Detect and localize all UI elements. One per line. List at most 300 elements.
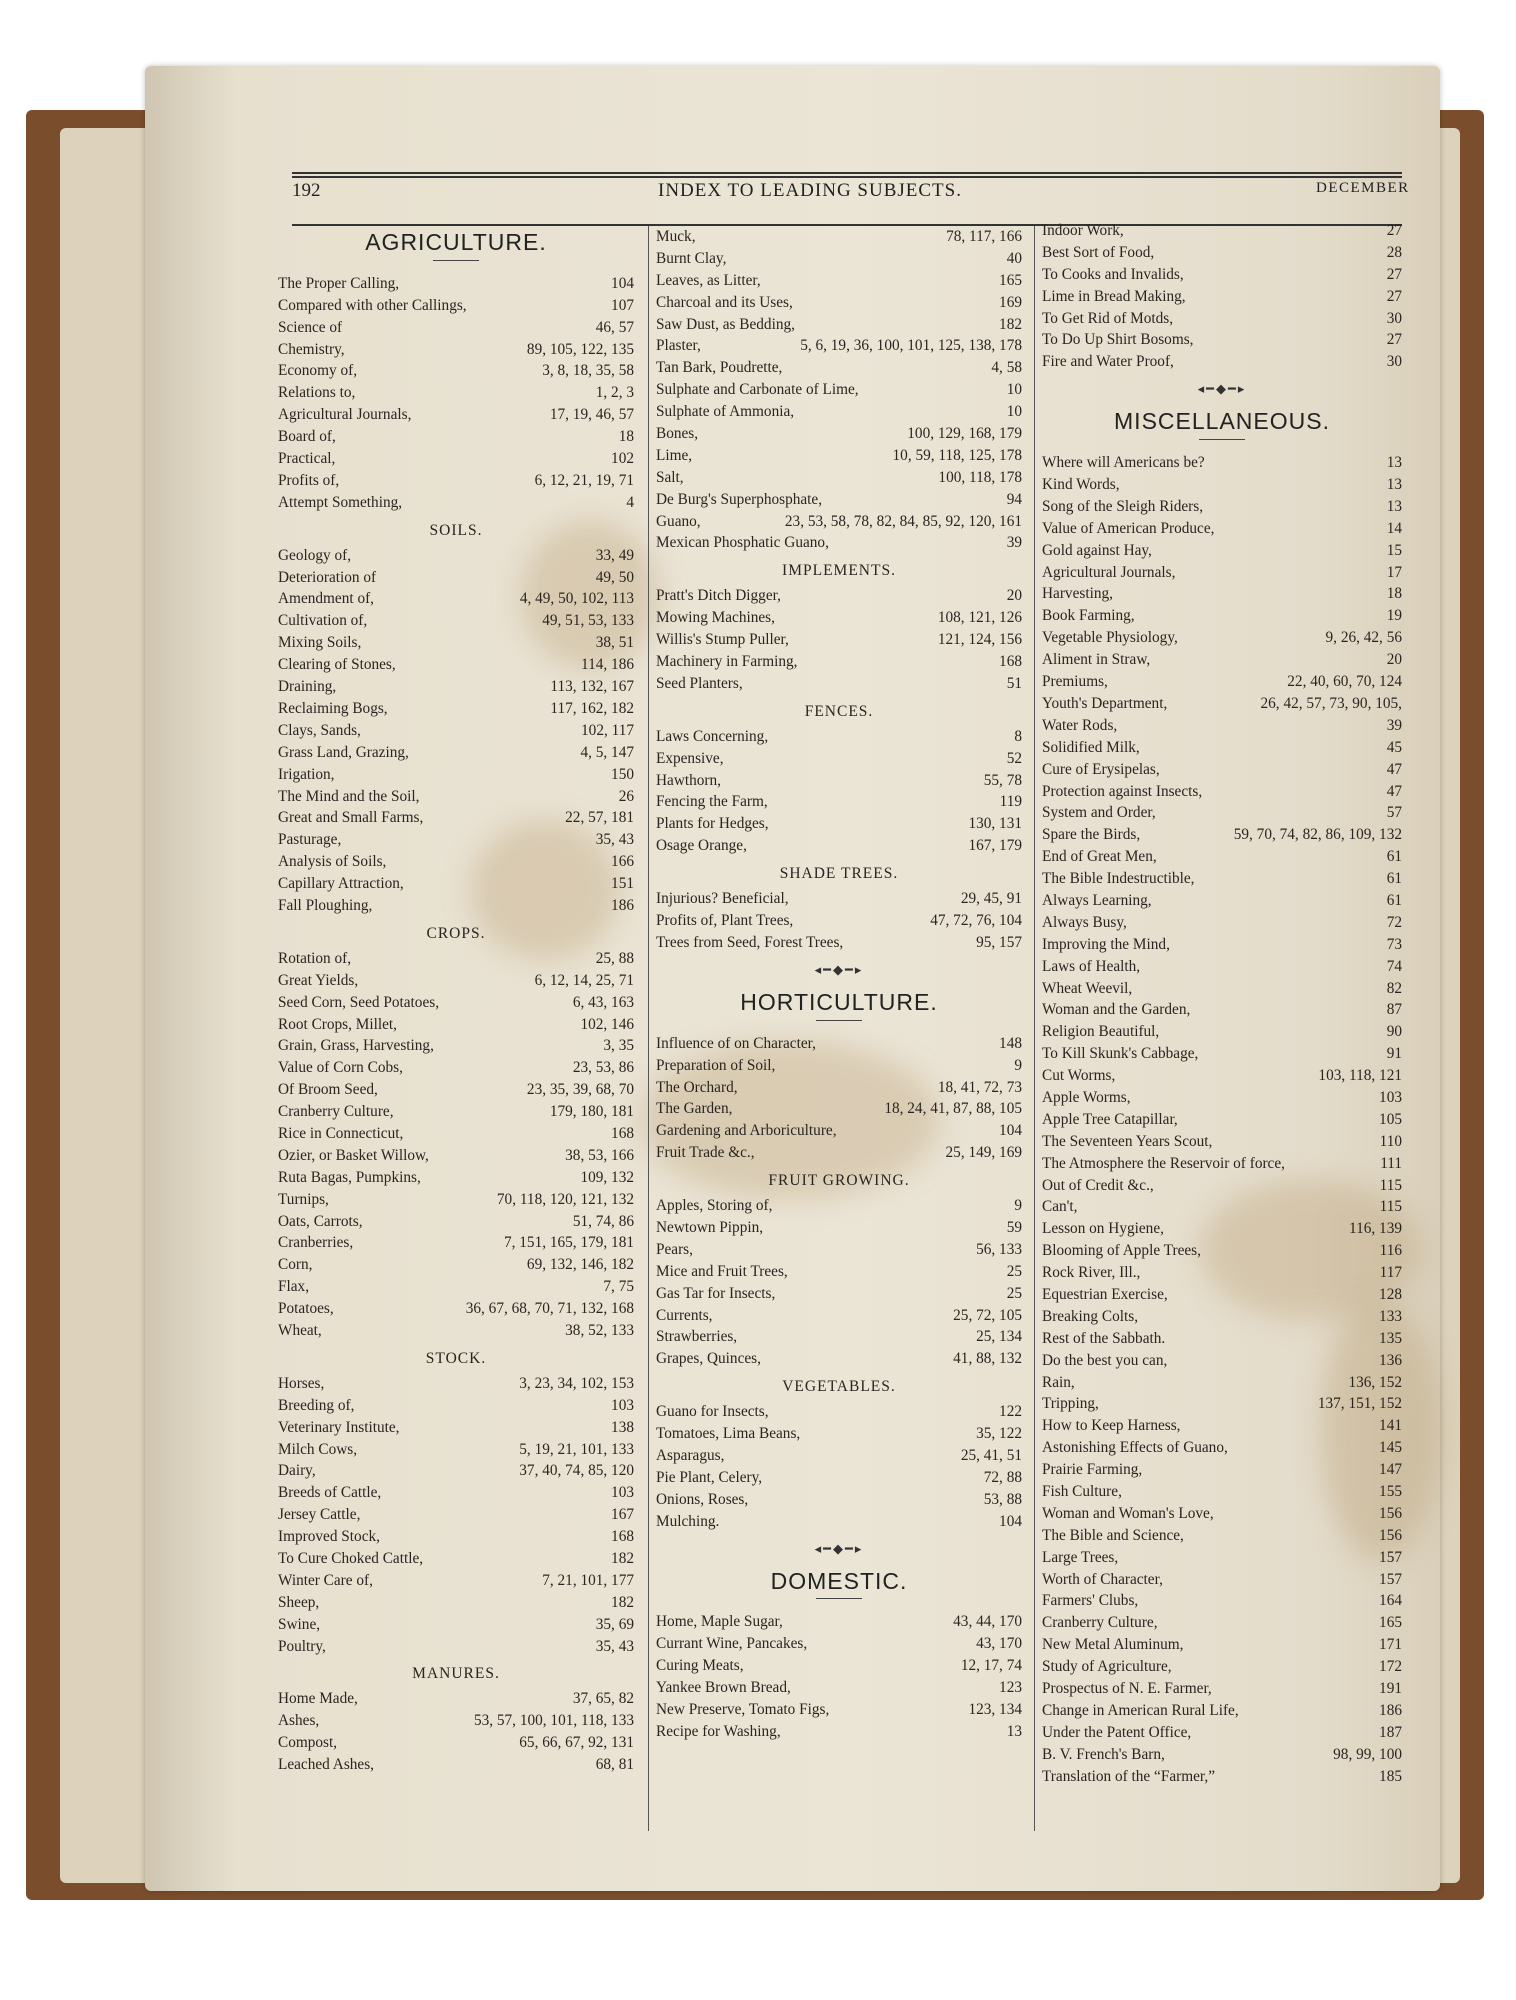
index-entry (1042, 846, 1402, 868)
entry-pages: 103 (611, 1396, 634, 1414)
entry-pages: 138 (611, 1418, 634, 1436)
entry-subject: Prospectus of N. E. Farmer, (1042, 1680, 1212, 1698)
entry-pages: 57 (1386, 804, 1402, 822)
entry-pages: 40 (1006, 249, 1022, 267)
entry-subject: Blooming of Apple Trees, (1042, 1242, 1201, 1260)
entry-pages: 12, 17, 74 (960, 1657, 1022, 1675)
entry-subject: Charcoal and its Uses, (656, 293, 793, 311)
entry-pages: 46, 57 (595, 318, 634, 336)
entry-subject: The Mind and the Soil, (278, 787, 420, 805)
entry-subject: The Atmosphere the Reservoir of force, (1042, 1154, 1285, 1172)
entry-pages: 121, 124, 156 (937, 631, 1022, 649)
index-entry (278, 545, 634, 567)
entry-pages: 151 (611, 875, 634, 893)
entry-subject: Rain, (1042, 1373, 1075, 1391)
index-entry (656, 1467, 1022, 1489)
entry-subject: How to Keep Harness, (1042, 1417, 1181, 1435)
entry-pages: 119 (999, 793, 1022, 811)
entry-subject: To Cooks and Invalids, (1042, 265, 1184, 283)
index-entry (278, 1167, 634, 1189)
index-entry (1042, 890, 1402, 912)
entry-subject: Muck, (656, 228, 696, 245)
index-entry (656, 1120, 1022, 1142)
entry-subject: Compost, (278, 1734, 338, 1752)
entry-pages: 9, 26, 42, 56 (1325, 629, 1402, 647)
entry-subject: Song of the Sleigh Riders, (1042, 497, 1204, 515)
entry-pages: 47, 72, 76, 104 (930, 912, 1022, 930)
entry-pages: 164 (1379, 1592, 1402, 1610)
entry-pages: 13 (1386, 476, 1402, 494)
entry-pages: 20 (1386, 651, 1402, 669)
entry-subject: The Proper Calling, (278, 274, 400, 292)
index-entry (1042, 781, 1402, 803)
entry-subject: Sheep, (278, 1593, 320, 1611)
entry-subject: Astonishing Effects of Guano, (1042, 1439, 1228, 1457)
entry-pages: 179, 180, 181 (549, 1103, 634, 1121)
entry-pages: 69, 132, 146, 182 (526, 1256, 634, 1274)
entry-subject: Change in American Rural Life, (1042, 1701, 1239, 1719)
index-entry (656, 401, 1022, 423)
entry-subject: Hawthorn, (656, 771, 721, 789)
entry-subject: The Bible Indestructible, (1042, 870, 1195, 888)
entry-subject: Improving the Mind, (1042, 935, 1170, 953)
entry-subject: Grapes, Quinces, (656, 1350, 761, 1368)
entry-subject: Milch Cows, (278, 1440, 358, 1458)
entry-subject: Plaster, (656, 337, 701, 355)
index-entry (278, 1482, 634, 1504)
entry-pages: 168 (611, 1124, 634, 1142)
index-entry (278, 654, 634, 676)
entry-pages: 61 (1386, 870, 1402, 888)
entry-pages: 169 (999, 293, 1022, 311)
entry-subject: Worth of Character, (1042, 1570, 1163, 1588)
index-entry (656, 357, 1022, 379)
entry-pages: 4, 5, 147 (580, 743, 634, 761)
entry-subject: Agricultural Journals, (1042, 563, 1176, 581)
index-entry (656, 770, 1022, 792)
index-entry (278, 588, 634, 610)
entry-subject: Winter Care of, (278, 1571, 373, 1589)
subheading-manures: MANURES. (412, 1665, 500, 1683)
entry-pages: 89, 105, 122, 135 (526, 340, 634, 358)
entry-pages: 87 (1386, 1001, 1402, 1019)
index-entry (278, 1439, 634, 1461)
index-entry (278, 851, 634, 873)
entry-subject: Harvesting, (1042, 585, 1113, 603)
entry-subject: Jersey Cattle, (278, 1506, 361, 1524)
index-entry (278, 632, 634, 654)
entry-pages: 47 (1386, 782, 1402, 800)
heading-rule (433, 260, 479, 261)
entry-pages: 38, 52, 133 (565, 1321, 634, 1339)
entry-subject: Grass Land, Grazing, (278, 743, 409, 761)
subheading-implements: IMPLEMENTS. (782, 562, 896, 580)
index-entry (1042, 1569, 1402, 1591)
index-entry (278, 1014, 634, 1036)
entry-pages: 18, 41, 72, 73 (937, 1078, 1022, 1096)
index-entry (656, 1511, 1022, 1533)
entry-pages: 136, 152 (1348, 1373, 1402, 1391)
heading-rule (1199, 439, 1245, 440)
subheading-soils: SOILS. (429, 521, 483, 539)
entry-subject: Compared with other Callings, (278, 296, 467, 314)
entry-pages: 156 (1379, 1526, 1402, 1544)
index-entry (656, 673, 1022, 695)
index-entry (1042, 671, 1402, 693)
entry-pages: 116 (1379, 1242, 1402, 1260)
index-entry (1042, 934, 1402, 956)
entry-subject: Large Trees, (1042, 1548, 1119, 1566)
index-entry (1042, 759, 1402, 781)
entry-pages: 72 (1386, 913, 1402, 931)
entry-subject: Clays, Sands, (278, 721, 361, 739)
entry-subject: Asparagus, (656, 1446, 725, 1464)
entry-subject: Guano for Insects, (656, 1403, 769, 1421)
entry-pages: 35, 69 (595, 1615, 634, 1633)
index-entry (1042, 627, 1402, 649)
entry-subject: Machinery in Farming, (656, 653, 798, 671)
entry-pages: 26, 42, 57, 73, 90, 105, (1260, 694, 1402, 712)
entry-pages: 59, 70, 74, 82, 86, 109, 132 (1233, 826, 1402, 844)
entry-pages: 59 (1006, 1218, 1022, 1236)
index-entry (656, 1699, 1022, 1721)
entry-pages: 187 (1379, 1723, 1402, 1741)
entry-subject: Rock River, Ill., (1042, 1264, 1141, 1282)
entry-subject: Pie Plant, Celery, (656, 1468, 763, 1486)
entry-subject: Sulphate of Ammonia, (656, 403, 795, 421)
index-entry (278, 610, 634, 632)
entry-subject: Rest of the Sabbath. (1042, 1329, 1166, 1347)
index-entry (278, 829, 634, 851)
entry-subject: Salt, (656, 468, 684, 486)
index-entry (278, 786, 634, 808)
entry-pages: 70, 118, 120, 121, 132 (496, 1190, 634, 1208)
subheading-vegetables: VEGETABLES. (782, 1378, 896, 1396)
index-entry (278, 807, 634, 829)
entry-pages: 103 (611, 1484, 634, 1502)
index-entry (278, 448, 634, 470)
entry-pages: 22, 57, 181 (565, 809, 634, 827)
index-entry (278, 1526, 634, 1548)
index-entry (1042, 1350, 1402, 1372)
entry-subject: Gold against Hay, (1042, 541, 1152, 559)
index-entry (278, 742, 634, 764)
entry-subject: Under the Patent Office, (1042, 1723, 1192, 1741)
entry-pages: 133 (1379, 1307, 1402, 1325)
page-title: INDEX TO LEADING SUBJECTS. (658, 180, 962, 201)
entry-pages: 27 (1386, 331, 1402, 349)
entry-pages: 25, 41, 51 (960, 1446, 1022, 1464)
entry-subject: Geology of, (278, 546, 352, 564)
index-entry (1042, 999, 1402, 1021)
index-entry (656, 1033, 1022, 1055)
entry-pages: 41, 88, 132 (953, 1350, 1022, 1368)
ornament-divider: ◂━◆━▸ (1197, 381, 1247, 397)
entry-subject: Seed Planters, (656, 674, 743, 692)
entry-pages: 82 (1386, 979, 1402, 997)
index-list (656, 1195, 1022, 1370)
index-entry (1042, 956, 1402, 978)
index-entry (1042, 715, 1402, 737)
entry-pages: 95, 157 (976, 933, 1022, 951)
section-heading-miscellaneous: MISCELLANEOUS. (1114, 408, 1330, 435)
entry-subject: Sulphate and Carbonate of Lime, (656, 381, 859, 399)
entry-subject: To Cure Choked Cattle, (278, 1550, 424, 1567)
entry-pages: 100, 118, 178 (938, 468, 1022, 486)
index-entry (656, 1633, 1022, 1655)
entry-pages: 35, 43 (595, 831, 634, 849)
index-entry (1042, 1372, 1402, 1394)
index-entry (656, 813, 1022, 835)
entry-subject: Leaves, as Litter, (656, 271, 761, 289)
column-divider-2 (1034, 226, 1035, 1831)
section-heading-agriculture: AGRICULTURE. (365, 229, 547, 255)
index-list (656, 585, 1022, 694)
entry-subject: Ashes, (278, 1712, 320, 1730)
entry-subject: Onions, Roses, (656, 1490, 749, 1508)
entry-subject: Breaking Colts, (1042, 1307, 1139, 1325)
entry-subject: The Orchard, (656, 1078, 738, 1096)
entry-subject: Cut Worms, (1042, 1067, 1116, 1085)
entry-pages: 100, 129, 168, 179 (907, 425, 1022, 443)
entry-pages: 29, 45, 91 (960, 890, 1022, 908)
index-entry (656, 748, 1022, 770)
index-entry (278, 1211, 634, 1233)
ornament-divider: ◂━◆━▸ (814, 1540, 864, 1556)
entry-subject: Wheat, (278, 1321, 322, 1339)
entry-subject: Flax, (278, 1278, 310, 1296)
index-entry (278, 1145, 634, 1167)
index-entry (1042, 264, 1402, 286)
entry-pages: 18, 24, 41, 87, 88, 105 (884, 1100, 1022, 1118)
entry-pages: 19 (1386, 607, 1402, 625)
entry-subject: Gardening and Arboriculture, (656, 1122, 837, 1140)
entry-pages: 157 (1379, 1570, 1402, 1588)
index-entry (1042, 1722, 1402, 1744)
entry-pages: 102, 146 (580, 1015, 634, 1033)
index-entry (656, 532, 1022, 554)
index-entry (278, 273, 634, 295)
entry-subject: To Get Rid of Motds, (1042, 309, 1174, 327)
index-entry (1042, 1328, 1402, 1350)
index-entry (656, 1305, 1022, 1327)
entry-subject: Root Crops, Millet, (278, 1015, 397, 1033)
index-entry (656, 910, 1022, 932)
index-entry (278, 720, 634, 742)
entry-pages: 185 (1379, 1767, 1402, 1785)
index-entry (1042, 220, 1402, 242)
entry-pages: 90 (1386, 1023, 1402, 1041)
entry-pages: 168 (611, 1528, 634, 1546)
entry-pages: 5, 6, 19, 36, 100, 101, 125, 138, 178 (800, 337, 1022, 355)
index-entry (1042, 1415, 1402, 1437)
entry-subject: Lime in Bread Making, (1042, 287, 1186, 305)
entry-subject: Can't, (1042, 1198, 1078, 1216)
entry-subject: Recipe for Washing, (656, 1722, 781, 1740)
entry-pages: 9 (1014, 1197, 1022, 1215)
index-entry (1042, 1547, 1402, 1569)
index-entry (278, 764, 634, 786)
entry-pages: 27 (1386, 265, 1402, 283)
index-entry (1042, 802, 1402, 824)
index-list (278, 545, 634, 917)
index-entry (278, 492, 634, 514)
entry-subject: Mowing Machines, (656, 609, 775, 627)
index-list (656, 1401, 1022, 1532)
entry-subject: Apple Tree Catapillar, (1042, 1110, 1178, 1128)
index-entry (278, 676, 634, 698)
index-entry (1042, 1306, 1402, 1328)
index-entry (1042, 286, 1402, 308)
index-entry (278, 1732, 634, 1754)
index-entry (656, 1098, 1022, 1120)
index-entry (1042, 693, 1402, 715)
index-entry (1042, 308, 1402, 330)
entry-pages: 61 (1386, 891, 1402, 909)
entry-pages: 186 (1379, 1701, 1402, 1719)
entry-subject: Saw Dust, as Bedding, (656, 315, 795, 333)
index-entry (656, 1721, 1022, 1743)
entry-subject: Fencing the Farm, (656, 793, 768, 811)
entry-pages: 72, 88 (983, 1468, 1022, 1486)
index-entry (278, 1254, 634, 1276)
entry-subject: Fish Culture, (1042, 1483, 1122, 1500)
entry-pages: 109, 132 (580, 1168, 634, 1186)
entry-subject: Best Sort of Food, (1042, 243, 1155, 261)
subheading-shade-trees: SHADE TREES. (779, 865, 899, 883)
entry-subject: Veterinary Institute, (278, 1418, 400, 1436)
entry-subject: Mixing Soils, (278, 634, 362, 652)
entry-subject: Amendment of, (278, 590, 375, 608)
entry-subject: Great Yields, (278, 971, 359, 989)
index-list (278, 273, 634, 514)
entry-subject: Bones, (656, 425, 699, 443)
entry-pages: 8 (1014, 727, 1022, 745)
entry-subject: Fall Ploughing, (278, 896, 373, 914)
entry-pages: 104 (999, 1122, 1022, 1140)
month-label: DECEMBER (1316, 180, 1410, 196)
entry-pages: 128 (1379, 1285, 1402, 1303)
index-entry (656, 791, 1022, 813)
entry-pages: 135 (1379, 1329, 1402, 1347)
entry-subject: Mexican Phosphatic Guano, (656, 534, 829, 552)
index-entry (1042, 1678, 1402, 1700)
entry-subject: Deterioration of (278, 568, 377, 586)
entry-subject: Always Busy, (1042, 913, 1127, 931)
entry-pages: 103, 118, 121 (1318, 1067, 1402, 1085)
index-list (656, 1033, 1022, 1164)
entry-pages: 103 (1379, 1088, 1402, 1106)
entry-subject: Breeds of Cattle, (278, 1484, 382, 1502)
entry-pages: 150 (611, 765, 634, 783)
index-entry (656, 335, 1022, 357)
entry-subject: Book Farming, (1042, 607, 1135, 625)
subheading-stock: STOCK. (425, 1349, 487, 1367)
index-entry (278, 1373, 634, 1395)
entry-subject: Preparation of Soil, (656, 1056, 776, 1074)
index-entry (278, 1548, 634, 1570)
index-entry (1042, 1503, 1402, 1525)
entry-subject: Agricultural Journals, (278, 406, 412, 424)
entry-pages: 53, 57, 100, 101, 118, 133 (473, 1712, 634, 1730)
entry-subject: Pears, (656, 1240, 693, 1258)
entry-subject: Lime, (656, 446, 693, 464)
entry-subject: Woman and Woman's Love, (1042, 1504, 1214, 1522)
entry-subject: Value of Corn Cobs, (278, 1059, 403, 1077)
column-manures-horticulture-domestic (656, 226, 1022, 1743)
entry-pages: 26 (618, 787, 634, 805)
entry-subject: Mulching. (656, 1512, 720, 1530)
entry-subject: Dairy, (278, 1462, 316, 1480)
index-entry (278, 1123, 634, 1145)
index-entry (656, 489, 1022, 511)
entry-subject: Great and Small Farms, (278, 809, 424, 827)
entry-subject: Science of (278, 318, 343, 336)
entry-subject: Chemistry, (278, 340, 345, 358)
index-entry (1042, 1240, 1402, 1262)
entry-pages: 23, 53, 58, 78, 82, 84, 85, 92, 120, 161 (784, 512, 1022, 530)
heading-rule (816, 1020, 862, 1021)
entry-subject: Clearing of Stones, (278, 656, 396, 674)
entry-subject: Translation of the “Farmer,” (1042, 1767, 1215, 1785)
index-entry (1042, 1021, 1402, 1043)
index-list (1042, 220, 1402, 373)
entry-pages: 102 (611, 450, 634, 468)
entry-pages: 3, 8, 18, 35, 58 (542, 362, 634, 380)
entry-subject: Seed Corn, Seed Potatoes, (278, 993, 440, 1011)
index-entry (278, 1057, 634, 1079)
entry-subject: Farmers' Clubs, (1042, 1592, 1139, 1610)
entry-pages: 25 (1006, 1284, 1022, 1302)
entry-pages: 111 (1380, 1154, 1402, 1172)
entry-pages: 114, 186 (581, 656, 634, 674)
entry-pages: 43, 44, 170 (953, 1613, 1022, 1631)
entry-pages: 14 (1386, 519, 1402, 537)
header-rule-top (292, 172, 1402, 174)
entry-subject: The Bible and Science, (1042, 1526, 1184, 1544)
entry-subject: Ozier, or Basket Willow, (278, 1146, 429, 1164)
entry-subject: Protection against Insects, (1042, 782, 1203, 800)
heading-rule (816, 1598, 862, 1599)
index-entry (1042, 1262, 1402, 1284)
index-entry (656, 445, 1022, 467)
index-entry (1042, 1153, 1402, 1175)
entry-pages: 61 (1386, 848, 1402, 866)
entry-subject: Value of American Produce, (1042, 519, 1215, 537)
index-entry (656, 1055, 1022, 1077)
entry-pages: 30 (1386, 353, 1402, 371)
index-entry (656, 423, 1022, 445)
entry-subject: Curing Meats, (656, 1657, 744, 1675)
entry-pages: 5, 19, 21, 101, 133 (519, 1440, 634, 1458)
entry-subject: Corn, (278, 1256, 313, 1274)
entry-pages: 20 (1006, 587, 1022, 605)
entry-pages: 102, 117 (581, 721, 634, 739)
entry-pages: 56, 133 (976, 1240, 1022, 1258)
entry-subject: Laws Concerning, (656, 727, 769, 745)
index-entry (656, 1326, 1022, 1348)
entry-subject: Solidified Milk, (1042, 738, 1140, 756)
entry-pages: 37, 65, 82 (572, 1690, 634, 1708)
entry-subject: Rotation of, (278, 949, 352, 967)
entry-subject: Fire and Water Proof, (1042, 353, 1174, 371)
entry-pages: 36, 67, 68, 70, 71, 132, 168 (465, 1300, 634, 1318)
index-entry (278, 1504, 634, 1526)
column-miscellaneous (1042, 220, 1402, 1787)
entry-pages: 108, 121, 126 (937, 609, 1022, 627)
index-entry (1042, 1744, 1402, 1766)
entry-pages: 13 (1386, 454, 1402, 472)
